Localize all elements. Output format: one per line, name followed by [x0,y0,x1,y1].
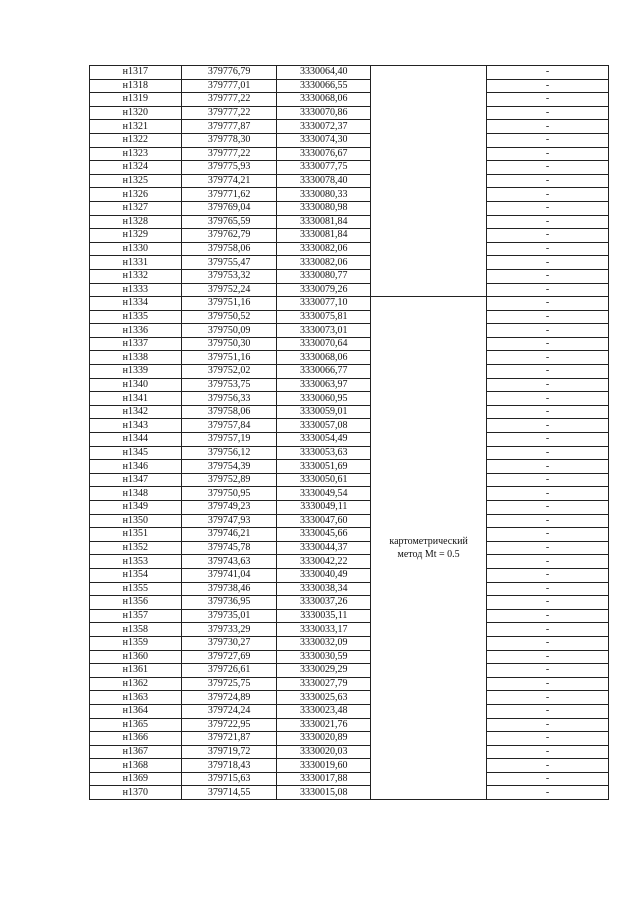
x-coordinate-cell: 379777,01 [181,79,277,93]
point-id-cell: н1366 [90,732,182,746]
point-id-cell: н1342 [90,405,182,419]
point-id-cell: н1331 [90,256,182,270]
point-id-cell: н1340 [90,378,182,392]
point-id-cell: н1359 [90,636,182,650]
description-cell: - [487,93,609,107]
table-row [90,174,609,188]
description-cell: - [487,718,609,732]
x-coordinate-cell: 379746,21 [181,528,277,542]
table-row [90,433,609,447]
point-id-cell: н1317 [90,66,182,80]
x-coordinate-cell: 379730,27 [181,636,277,650]
y-coordinate-cell: 3330073,01 [277,324,371,338]
point-id-cell: н1333 [90,283,182,297]
point-id-cell: н1344 [90,433,182,447]
description-cell: - [487,487,609,501]
table-row [90,718,609,732]
y-coordinate-cell: 3330053,63 [277,446,371,460]
description-cell: - [487,609,609,623]
table-row [90,161,609,175]
y-coordinate-cell: 3330070,64 [277,337,371,351]
x-coordinate-cell: 379747,93 [181,514,277,528]
table-row [90,405,609,419]
point-id-cell: н1367 [90,745,182,759]
x-coordinate-cell: 379750,09 [181,324,277,338]
table-row [90,256,609,270]
y-coordinate-cell: 3330017,88 [277,772,371,786]
method-cell-empty [371,66,487,297]
x-coordinate-cell: 379715,63 [181,772,277,786]
y-coordinate-cell: 3330054,49 [277,433,371,447]
description-cell: - [487,106,609,120]
table-row [90,120,609,134]
x-coordinate-cell: 379777,22 [181,106,277,120]
x-coordinate-cell: 379757,84 [181,419,277,433]
x-coordinate-cell: 379777,87 [181,120,277,134]
y-coordinate-cell: 3330049,54 [277,487,371,501]
table-row [90,745,609,759]
y-coordinate-cell: 3330074,30 [277,133,371,147]
point-id-cell: н1365 [90,718,182,732]
method-name: картометрический [389,536,468,548]
point-id-cell: н1348 [90,487,182,501]
table-row [90,283,609,297]
y-coordinate-cell: 3330032,09 [277,636,371,650]
table-row [90,487,609,501]
point-id-cell: н1326 [90,188,182,202]
description-cell: - [487,786,609,800]
table-row [90,229,609,243]
description-cell: - [487,446,609,460]
table-row [90,786,609,800]
x-coordinate-cell: 379721,87 [181,732,277,746]
table-row [90,351,609,365]
x-coordinate-cell: 379774,21 [181,174,277,188]
description-cell: - [487,664,609,678]
description-cell: - [487,582,609,596]
y-coordinate-cell: 3330082,06 [277,242,371,256]
table-row [90,636,609,650]
x-coordinate-cell: 379753,75 [181,378,277,392]
x-coordinate-cell: 379753,32 [181,269,277,283]
description-cell: - [487,120,609,134]
y-coordinate-cell: 3330060,95 [277,392,371,406]
x-coordinate-cell: 379750,30 [181,337,277,351]
table-row [90,664,609,678]
point-id-cell: н1369 [90,772,182,786]
x-coordinate-cell: 379762,79 [181,229,277,243]
y-coordinate-cell: 3330081,84 [277,215,371,229]
x-coordinate-cell: 379724,24 [181,704,277,718]
description-cell: - [487,256,609,270]
table-row [90,541,609,555]
description-cell: - [487,297,609,311]
y-coordinate-cell: 3330080,77 [277,269,371,283]
x-coordinate-cell: 379765,59 [181,215,277,229]
description-cell: - [487,636,609,650]
y-coordinate-cell: 3330080,98 [277,201,371,215]
table-row [90,378,609,392]
y-coordinate-cell: 3330015,08 [277,786,371,800]
description-cell: - [487,419,609,433]
x-coordinate-cell: 379751,16 [181,297,277,311]
x-coordinate-cell: 379758,06 [181,405,277,419]
x-coordinate-cell: 379752,02 [181,365,277,379]
point-id-cell: н1339 [90,365,182,379]
y-coordinate-cell: 3330019,60 [277,759,371,773]
y-coordinate-cell: 3330037,26 [277,596,371,610]
x-coordinate-cell: 379756,12 [181,446,277,460]
description-cell: - [487,201,609,215]
x-coordinate-cell: 379771,62 [181,188,277,202]
description-cell: - [487,324,609,338]
point-id-cell: н1364 [90,704,182,718]
table-row [90,704,609,718]
description-cell: - [487,337,609,351]
description-cell: - [487,133,609,147]
point-id-cell: н1370 [90,786,182,800]
y-coordinate-cell: 3330068,06 [277,351,371,365]
table-row [90,691,609,705]
description-cell: - [487,501,609,515]
table-row [90,446,609,460]
point-id-cell: н1361 [90,664,182,678]
point-id-cell: н1352 [90,541,182,555]
table-row [90,79,609,93]
y-coordinate-cell: 3330023,48 [277,704,371,718]
table-row [90,188,609,202]
table-row [90,66,609,80]
y-coordinate-cell: 3330025,63 [277,691,371,705]
point-id-cell: н1341 [90,392,182,406]
y-coordinate-cell: 3330057,08 [277,419,371,433]
table-row [90,555,609,569]
x-coordinate-cell: 379725,75 [181,677,277,691]
point-id-cell: н1324 [90,161,182,175]
table-row [90,201,609,215]
description-cell: - [487,745,609,759]
point-id-cell: н1347 [90,473,182,487]
x-coordinate-cell: 379775,93 [181,161,277,175]
description-cell: - [487,242,609,256]
point-id-cell: н1343 [90,419,182,433]
x-coordinate-cell: 379758,06 [181,242,277,256]
coordinates-table [89,65,609,800]
description-cell: - [487,392,609,406]
method-cell [371,297,487,800]
y-coordinate-cell: 3330076,67 [277,147,371,161]
description-cell: - [487,568,609,582]
table-row [90,242,609,256]
description-cell: - [487,541,609,555]
description-cell: - [487,732,609,746]
point-id-cell: н1351 [90,528,182,542]
y-coordinate-cell: 3330066,55 [277,79,371,93]
description-cell: - [487,188,609,202]
description-cell: - [487,677,609,691]
description-cell: - [487,79,609,93]
description-cell: - [487,623,609,637]
y-coordinate-cell: 3330020,03 [277,745,371,759]
description-cell: - [487,772,609,786]
table-row [90,772,609,786]
y-coordinate-cell: 3330080,33 [277,188,371,202]
point-id-cell: н1329 [90,229,182,243]
x-coordinate-cell: 379778,30 [181,133,277,147]
description-cell: - [487,528,609,542]
y-coordinate-cell: 3330045,66 [277,528,371,542]
table-row [90,310,609,324]
point-id-cell: н1322 [90,133,182,147]
y-coordinate-cell: 3330063,97 [277,378,371,392]
method-accuracy: метод Mt = 0.5 [397,549,460,561]
x-coordinate-cell: 379769,04 [181,201,277,215]
point-id-cell: н1356 [90,596,182,610]
description-cell: - [487,378,609,392]
table-row [90,460,609,474]
point-id-cell: н1362 [90,677,182,691]
y-coordinate-cell: 3330040,49 [277,568,371,582]
description-cell: - [487,691,609,705]
x-coordinate-cell: 379726,61 [181,664,277,678]
table-row [90,93,609,107]
x-coordinate-cell: 379718,43 [181,759,277,773]
table-row [90,297,609,311]
x-coordinate-cell: 379756,33 [181,392,277,406]
table-row [90,568,609,582]
description-cell: - [487,596,609,610]
point-id-cell: н1349 [90,501,182,515]
y-coordinate-cell: 3330064,40 [277,66,371,80]
y-coordinate-cell: 3330047,60 [277,514,371,528]
x-coordinate-cell: 379749,23 [181,501,277,515]
table-row [90,419,609,433]
x-coordinate-cell: 379752,89 [181,473,277,487]
table-row [90,106,609,120]
y-coordinate-cell: 3330081,84 [277,229,371,243]
x-coordinate-cell: 379719,72 [181,745,277,759]
x-coordinate-cell: 379743,63 [181,555,277,569]
point-id-cell: н1346 [90,460,182,474]
x-coordinate-cell: 379733,29 [181,623,277,637]
table-row [90,392,609,406]
y-coordinate-cell: 3330044,37 [277,541,371,555]
x-coordinate-cell: 379736,95 [181,596,277,610]
y-coordinate-cell: 3330077,10 [277,297,371,311]
x-coordinate-cell: 379727,69 [181,650,277,664]
x-coordinate-cell: 379754,39 [181,460,277,474]
table-row [90,514,609,528]
y-coordinate-cell: 3330042,22 [277,555,371,569]
point-id-cell: н1334 [90,297,182,311]
point-id-cell: н1323 [90,147,182,161]
x-coordinate-cell: 379776,79 [181,66,277,80]
table-row [90,473,609,487]
y-coordinate-cell: 3330020,89 [277,732,371,746]
table-row [90,759,609,773]
table-row [90,732,609,746]
coordinates-table-body [90,66,609,800]
table-row [90,501,609,515]
table-row [90,365,609,379]
point-id-cell: н1360 [90,650,182,664]
description-cell: - [487,66,609,80]
point-id-cell: н1354 [90,568,182,582]
y-coordinate-cell: 3330049,11 [277,501,371,515]
point-id-cell: н1320 [90,106,182,120]
table-row [90,677,609,691]
table-row [90,528,609,542]
point-id-cell: н1335 [90,310,182,324]
description-cell: - [487,405,609,419]
point-id-cell: н1368 [90,759,182,773]
table-row [90,133,609,147]
y-coordinate-cell: 3330078,40 [277,174,371,188]
point-id-cell: н1325 [90,174,182,188]
point-id-cell: н1318 [90,79,182,93]
y-coordinate-cell: 3330082,06 [277,256,371,270]
x-coordinate-cell: 379777,22 [181,93,277,107]
y-coordinate-cell: 3330033,17 [277,623,371,637]
description-cell: - [487,161,609,175]
x-coordinate-cell: 379752,24 [181,283,277,297]
y-coordinate-cell: 3330066,77 [277,365,371,379]
description-cell: - [487,283,609,297]
y-coordinate-cell: 3330030,59 [277,650,371,664]
point-id-cell: н1363 [90,691,182,705]
y-coordinate-cell: 3330070,86 [277,106,371,120]
x-coordinate-cell: 379751,16 [181,351,277,365]
x-coordinate-cell: 379777,22 [181,147,277,161]
description-cell: - [487,514,609,528]
table-row [90,596,609,610]
point-id-cell: н1337 [90,337,182,351]
point-id-cell: н1330 [90,242,182,256]
point-id-cell: н1332 [90,269,182,283]
x-coordinate-cell: 379724,89 [181,691,277,705]
x-coordinate-cell: 379757,19 [181,433,277,447]
description-cell: - [487,310,609,324]
description-cell: - [487,555,609,569]
description-cell: - [487,365,609,379]
x-coordinate-cell: 379755,47 [181,256,277,270]
x-coordinate-cell: 379738,46 [181,582,277,596]
description-cell: - [487,759,609,773]
y-coordinate-cell: 3330021,76 [277,718,371,732]
y-coordinate-cell: 3330059,01 [277,405,371,419]
point-id-cell: н1338 [90,351,182,365]
y-coordinate-cell: 3330077,75 [277,161,371,175]
y-coordinate-cell: 3330029,29 [277,664,371,678]
y-coordinate-cell: 3330075,81 [277,310,371,324]
y-coordinate-cell: 3330027,79 [277,677,371,691]
table-row [90,609,609,623]
table-row [90,147,609,161]
y-coordinate-cell: 3330038,34 [277,582,371,596]
y-coordinate-cell: 3330079,26 [277,283,371,297]
point-id-cell: н1327 [90,201,182,215]
y-coordinate-cell: 3330035,11 [277,609,371,623]
description-cell: - [487,174,609,188]
description-cell: - [487,433,609,447]
table-row [90,337,609,351]
y-coordinate-cell: 3330051,69 [277,460,371,474]
x-coordinate-cell: 379722,95 [181,718,277,732]
point-id-cell: н1353 [90,555,182,569]
x-coordinate-cell: 379750,52 [181,310,277,324]
point-id-cell: н1345 [90,446,182,460]
table-row [90,324,609,338]
description-cell: - [487,351,609,365]
x-coordinate-cell: 379741,04 [181,568,277,582]
point-id-cell: н1358 [90,623,182,637]
point-id-cell: н1319 [90,93,182,107]
point-id-cell: н1357 [90,609,182,623]
y-coordinate-cell: 3330072,37 [277,120,371,134]
table-row [90,582,609,596]
description-cell: - [487,650,609,664]
table-row [90,215,609,229]
point-id-cell: н1328 [90,215,182,229]
point-id-cell: н1336 [90,324,182,338]
table-row [90,269,609,283]
description-cell: - [487,704,609,718]
y-coordinate-cell: 3330050,61 [277,473,371,487]
x-coordinate-cell: 379735,01 [181,609,277,623]
table-row [90,650,609,664]
table-row [90,623,609,637]
x-coordinate-cell: 379750,95 [181,487,277,501]
point-id-cell: н1355 [90,582,182,596]
point-id-cell: н1321 [90,120,182,134]
x-coordinate-cell: 379714,55 [181,786,277,800]
y-coordinate-cell: 3330068,06 [277,93,371,107]
description-cell: - [487,460,609,474]
description-cell: - [487,473,609,487]
point-id-cell: н1350 [90,514,182,528]
description-cell: - [487,215,609,229]
description-cell: - [487,229,609,243]
x-coordinate-cell: 379745,78 [181,541,277,555]
description-cell: - [487,147,609,161]
description-cell: - [487,269,609,283]
